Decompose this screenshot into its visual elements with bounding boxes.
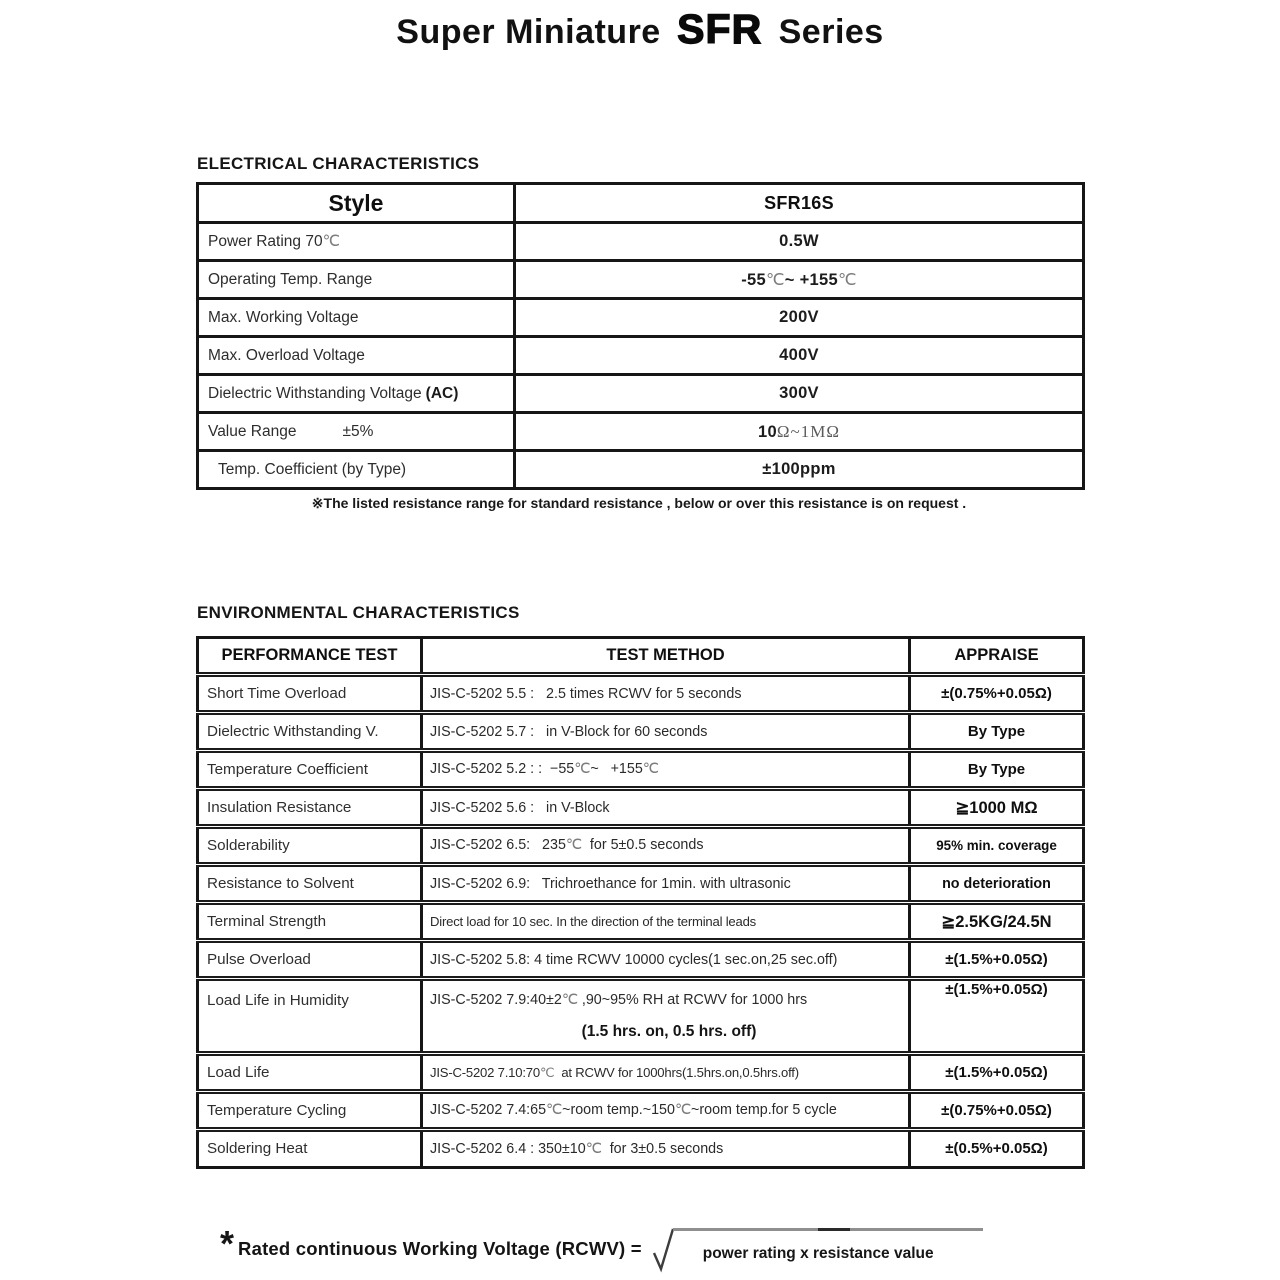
table-row bbox=[198, 865, 1084, 903]
appraise-value: 95% min. coverage bbox=[936, 837, 1057, 853]
performance-test: Load Life bbox=[207, 1063, 270, 1081]
performance-test: Terminal Strength bbox=[207, 912, 327, 930]
test-method: JIS-C-5202 7.9:40±2℃ ,90~95% RH at RCWV for 1000 hrs bbox=[430, 992, 808, 1008]
test-method-line2: (1.5 hrs. on, 0.5 hrs. off) bbox=[581, 1023, 757, 1040]
model-label: SFR16S bbox=[764, 192, 834, 213]
row-label: Temp. Coefficient (by Type) bbox=[218, 460, 407, 478]
row-value: 300V bbox=[779, 384, 819, 402]
appraise-value: ±(0.5%+0.05Ω) bbox=[945, 1140, 1048, 1157]
row-value: 400V bbox=[779, 346, 819, 364]
test-method: JIS-C-5202 6.9: Trichroethance for 1min. with ultrasonic bbox=[430, 875, 791, 892]
test-method: JIS-C-5202 6.4 : 350±10℃ for 3±0.5 seconds bbox=[430, 1140, 724, 1157]
test-method: JIS-C-5202 7.10:70℃ at RCWV for 1000hrs(1.5hrs.on,0.5hrs.off) bbox=[430, 1064, 799, 1080]
test-method: JIS-C-5202 6.5: 235℃ for 5±0.5 seconds bbox=[430, 837, 704, 853]
table-row bbox=[198, 789, 1084, 827]
table-row bbox=[198, 337, 1084, 375]
appraise-value: ±(1.5%+0.05Ω) bbox=[945, 981, 1048, 998]
row-label: Operating Temp. Range bbox=[208, 270, 373, 288]
formula-label: Rated continuous Working Voltage (RCWV) = bbox=[238, 1238, 642, 1259]
table-row bbox=[198, 751, 1084, 789]
title-series-code: SFR bbox=[677, 6, 763, 52]
electrical-header-style bbox=[198, 184, 515, 223]
appraise-value: ≧1000 MΩ bbox=[955, 798, 1038, 817]
performance-test: Temperature Coefficient bbox=[207, 760, 368, 778]
performance-test: Temperature Cycling bbox=[207, 1101, 347, 1119]
title-prefix: Super Miniature bbox=[396, 13, 661, 51]
table-row bbox=[198, 375, 1084, 413]
test-method: JIS-C-5202 5.6 : in V-Block bbox=[430, 799, 610, 816]
title-suffix: Series bbox=[778, 13, 884, 51]
asterisk-marker: * bbox=[220, 1223, 235, 1264]
appraise-value: no deterioration bbox=[942, 875, 1051, 892]
appraise-value: ±(0.75%+0.05Ω) bbox=[941, 1101, 1052, 1119]
row-label: Power Rating 70℃ bbox=[208, 233, 341, 250]
table-row bbox=[198, 827, 1084, 865]
test-method: JIS-C-5202 5.8: 4 time RCWV 10000 cycles(1 sec.on,25 sec.off) bbox=[430, 951, 838, 968]
table-row bbox=[198, 1130, 1084, 1168]
test-method: JIS-C-5202 7.4:65℃~room temp.~150℃~room temp.for 5 cycle bbox=[430, 1102, 837, 1118]
table-row bbox=[198, 675, 1084, 713]
table-row bbox=[198, 903, 1084, 941]
column-header: PERFORMANCE TEST bbox=[221, 646, 398, 664]
performance-test: Insulation Resistance bbox=[207, 798, 352, 816]
environmental-table bbox=[196, 636, 1085, 1169]
electrical-header-row bbox=[198, 184, 1084, 223]
column-header: APPRAISE bbox=[954, 646, 1039, 664]
row-label-bold: (AC) bbox=[425, 384, 459, 402]
performance-test: Load Life in Humidity bbox=[207, 992, 349, 1009]
column-header: TEST METHOD bbox=[606, 646, 725, 664]
style-header-label: Style bbox=[328, 189, 384, 216]
radicand-label: power rating x resistance value bbox=[702, 1245, 934, 1262]
resistance-range-note: ※The listed resistance range for standard resistance , below or over this resistance is on request . bbox=[311, 495, 967, 511]
appraise-value: ≧2.5KG/24.5N bbox=[941, 912, 1052, 931]
electrical-header-model bbox=[515, 184, 1084, 223]
test-method: JIS-C-5202 5.7 : in V-Block for 60 seconds bbox=[430, 723, 708, 740]
appraise-value: ±(0.75%+0.05Ω) bbox=[941, 684, 1052, 702]
row-value: ±100ppm bbox=[762, 460, 836, 478]
electrical-heading: ELECTRICAL CHARACTERISTICS bbox=[197, 154, 480, 173]
row-value: -55℃~ +155℃ bbox=[741, 269, 857, 289]
electrical-table bbox=[196, 182, 1085, 490]
performance-test: Short Time Overload bbox=[207, 684, 347, 702]
performance-test: Pulse Overload bbox=[207, 950, 311, 968]
row-label: Value Range bbox=[208, 422, 297, 440]
appraise-value: By Type bbox=[967, 760, 1026, 778]
appraise-value: ±(1.5%+0.05Ω) bbox=[945, 1063, 1048, 1081]
test-method: JIS-C-5202 5.2 : : −55℃~ +155℃ bbox=[430, 761, 659, 777]
environmental-header-row bbox=[198, 638, 1084, 675]
test-method: Direct load for 10 sec. In the direction of the terminal leads bbox=[430, 914, 757, 929]
table-row bbox=[198, 299, 1084, 337]
appraise-value: ±(1.5%+0.05Ω) bbox=[945, 950, 1048, 968]
overline-dark-segment bbox=[818, 1228, 850, 1231]
table-row bbox=[198, 223, 1084, 261]
environmental-heading: ENVIRONMENTAL CHARACTERISTICS bbox=[197, 603, 520, 622]
rcwv-formula bbox=[220, 1218, 983, 1273]
radicand-text bbox=[673, 1228, 983, 1263]
page-title bbox=[0, 6, 1280, 53]
row-label: Max. Working Voltage bbox=[208, 308, 359, 326]
row-tolerance: ±5% bbox=[342, 422, 374, 440]
appraise-value: By Type bbox=[967, 722, 1026, 740]
row-label: Max. Overload Voltage bbox=[208, 346, 365, 364]
table-row bbox=[198, 413, 1084, 451]
row-value: 200V bbox=[779, 308, 819, 326]
row-value: 0.5W bbox=[779, 232, 819, 250]
table-row bbox=[198, 979, 1084, 1054]
test-method: JIS-C-5202 5.5 : 2.5 times RCWV for 5 seconds bbox=[430, 685, 742, 702]
performance-test: Resistance to Solvent bbox=[207, 874, 354, 892]
row-value-suffix: Ω~1MΩ bbox=[776, 421, 841, 441]
table-row bbox=[198, 1054, 1084, 1092]
table-row bbox=[198, 713, 1084, 751]
performance-test: Soldering Heat bbox=[207, 1140, 308, 1157]
performance-test: Solderability bbox=[207, 836, 290, 854]
performance-test: Dielectric Withstanding V. bbox=[207, 722, 379, 740]
table-row bbox=[198, 451, 1084, 489]
square-root bbox=[650, 1218, 983, 1273]
row-value: 10 bbox=[757, 422, 777, 441]
table-row bbox=[198, 1092, 1084, 1130]
table-row bbox=[198, 261, 1084, 299]
table-row bbox=[198, 941, 1084, 979]
row-label: Dielectric Withstanding Voltage bbox=[208, 384, 422, 402]
